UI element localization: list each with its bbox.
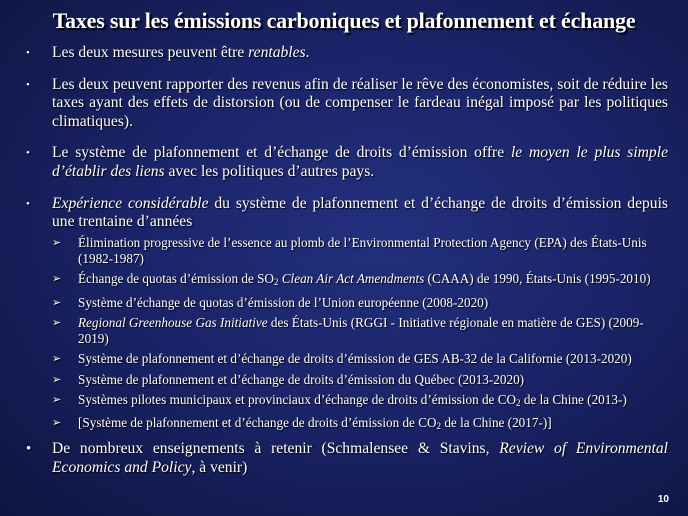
bullet-icon: •: [26, 197, 30, 210]
arrow-bullet-icon: ➢: [52, 372, 62, 386]
page-number: 10: [657, 494, 669, 505]
bullet-revenus: • Les deux peuvent rapporter des revenus afin de réaliser le rêve des économistes, soit de réduire les taxes ayant des effets de distorsion (ou de compenser le fardeau inégal imposé par les politiques climatiques).: [26, 75, 668, 130]
sub-bullet-list: [52, 235, 668, 435]
sub-bullet-eu-ets: ➢ Système d’échange de quotas d’émission de l’Union européenne (2008-2020): [52, 294, 489, 310]
sub-bullet-rggi: ➢ Regional Greenhouse Gas Initiative des États-Unis (RGGI - Initiative régionale en matière de GES) (2009-2019): [52, 314, 644, 346]
sub-bullet-epa: ➢ Élimination progressive de l’essence au plomb de l’Environmental Protection Agency (EPA) des États-Unis (1982-1987): [52, 234, 647, 266]
sub-bullet-china-national: ➢ [Système de plafonnement et d’échange de droits d’émission de $CO_2$ de la Chine (2017-)]: [52, 415, 668, 434]
arrow-bullet-icon: ➢: [52, 416, 62, 430]
arrow-bullet-icon: ➢: [52, 352, 62, 366]
slide-body: [26, 40, 668, 478]
bullet-liens: • Le système de plafonnement et d’échange de droits d’émission offre le moyen le plus simple d’établir des liens avec les politiques d’autres pays.: [26, 144, 668, 180]
arrow-bullet-icon: ➢: [52, 393, 62, 407]
bullet-icon: •: [26, 47, 30, 59]
arrow-bullet-icon: ➢: [52, 235, 62, 249]
bullet-icon: •: [26, 147, 30, 160]
arrow-bullet-icon: ➢: [52, 295, 62, 309]
bullet-enseignements: • De nombreux enseignements à retenir (Schmalensee & Stavins, Review of Environmental Economics and Policy, à venir): [26, 440, 668, 477]
sub-bullet-california: ➢ Système de plafonnement et d’échange de droits d’émission de GES AB-32 de la Californie (2013-2020): [52, 351, 632, 367]
bullet-rentables: • Les deux mesures peuvent être rentables.: [26, 44, 310, 61]
sub-bullet-quebec: ➢ Système de plafonnement et d’échange de droits d’émission du Québec (2013-2020): [52, 371, 525, 387]
arrow-bullet-icon: ➢: [52, 315, 62, 329]
sub-bullet-so2: ➢ Échange de quotas d’émission de $SO_2$ Clean Air Act Amendments (CAAA) de 1990, États-Unis (1995-2010): [52, 271, 668, 290]
bullet-experience: • Expérience considérable du système de plafonnement et d’échange de droits d’émission depuis une trentaine d’années: [26, 194, 668, 231]
arrow-bullet-icon: ➢: [52, 272, 62, 286]
slide-title: Taxes sur les émissions carboniques et plafonnement et échange: [52, 8, 636, 33]
bullet-icon: •: [26, 441, 32, 458]
sub-bullet-china-pilots: ➢ Systèmes pilotes municipaux et provinciaux d’échange de droits d’émission de $CO_2$ de la Chine (2013-): [52, 392, 668, 411]
bullet-icon: •: [26, 78, 30, 91]
